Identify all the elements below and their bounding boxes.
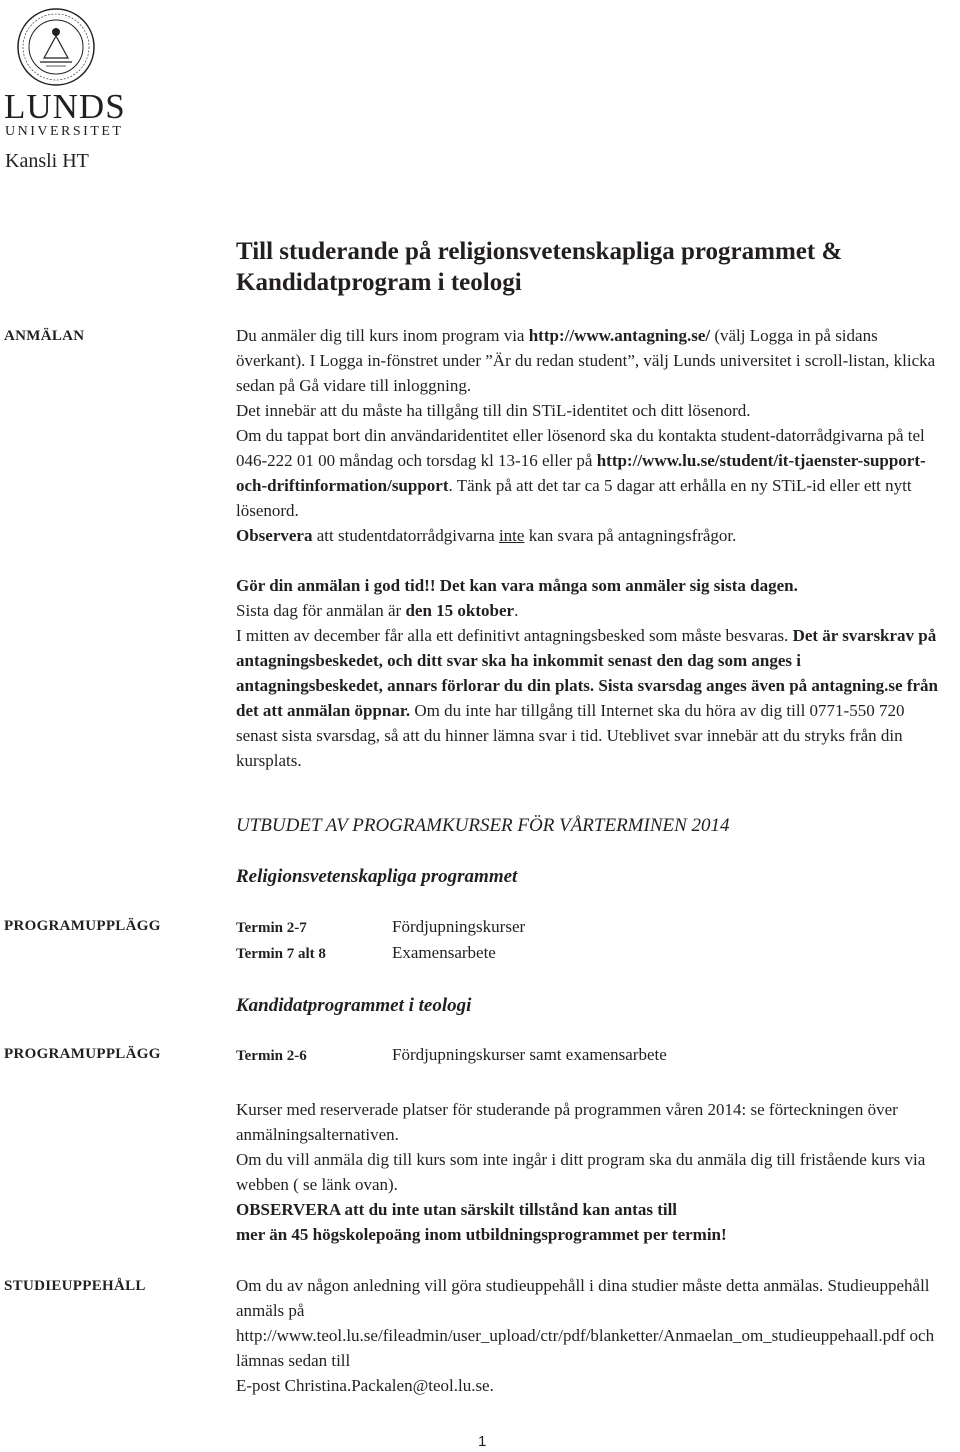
section-label-programupplagg-1: PROGRAMUPPLÄGG bbox=[4, 918, 161, 934]
section-label-programupplagg-2: PROGRAMUPPLÄGG bbox=[4, 1046, 161, 1062]
anmalan-paragraph-7 bbox=[236, 623, 948, 773]
antagning-link[interactable]: http://www.antagning.se/ bbox=[528, 326, 711, 345]
anmalan-paragraph-4 bbox=[236, 523, 948, 548]
text: I mitten av december får alla ett definitivt antagningsbesked som måste besvaras. bbox=[236, 626, 793, 645]
support-link[interactable]: http://www.lu.se/student/it-tjaenster-support-och-driftinformation/support bbox=[236, 451, 926, 495]
info-paragraph-1: Kurser med reserverade platser för studerande på programmen våren 2014: se förteckningen över anmälningsalternativen. bbox=[236, 1100, 898, 1144]
logo-subtitle: UNIVERSITET bbox=[5, 124, 124, 139]
section-label-studieuppehall: STUDIEUPPEHÅLL bbox=[4, 1278, 146, 1294]
section-label-anmalan: ANMÄLAN bbox=[4, 328, 85, 344]
program-1-name: Religionsvetenskapliga programmet bbox=[236, 866, 518, 887]
logo-wordmark: LUNDS bbox=[4, 87, 126, 126]
info-observera-line-1: OBSERVERA att du inte utan särskilt tillstånd kan antas till bbox=[236, 1200, 678, 1219]
utbud-heading: UTBUDET AV PROGRAMKURSER FÖR VÅRTERMINEN 2014 bbox=[236, 815, 730, 836]
term-label: Termin 2-7 bbox=[236, 920, 307, 936]
text: . Tänk på att det tar ca 5 dagar att erhålla en ny STiL-id eller ett nytt lösenord. bbox=[236, 476, 912, 520]
studieuppehall-paragraph bbox=[236, 1273, 948, 1373]
text: Sista dag för anmälan är bbox=[236, 601, 406, 620]
page-title bbox=[236, 236, 936, 298]
text: och lämnas sedan till bbox=[236, 1326, 935, 1370]
term-content: Fördjupningskurser bbox=[392, 917, 526, 936]
anmalan-paragraph-5: Gör din anmälan i god tid!! Det kan vara många som anmäler sig sista dagen. bbox=[236, 576, 798, 595]
university-seal-icon bbox=[6, 6, 106, 88]
text: kan svara på antagningsfrågor. bbox=[524, 526, 737, 545]
anmalan-paragraph-1 bbox=[236, 323, 948, 398]
term-content: Fördjupningskurser samt examensarbete bbox=[392, 1045, 667, 1064]
page-number: 1 bbox=[478, 1433, 487, 1450]
term-label: Termin 2-6 bbox=[236, 1048, 307, 1064]
info-observera-line-2: mer än 45 högskolepoäng inom utbildningsprogrammet per termin! bbox=[236, 1225, 727, 1244]
text: Observera bbox=[236, 526, 313, 545]
text: inte bbox=[498, 526, 525, 545]
studieuppehall-form-link[interactable]: http://www.teol.lu.se/fileadmin/user_upload/ctr/pdf/blanketter/Anmaelan_om_studieuppehaall.pdf bbox=[236, 1326, 906, 1345]
deadline: den 15 oktober bbox=[405, 601, 515, 620]
utbud-info bbox=[236, 1097, 948, 1247]
anmalan-paragraph-6 bbox=[236, 598, 948, 623]
term-content: Examensarbete bbox=[392, 943, 496, 962]
anmalan-body bbox=[236, 323, 948, 773]
anmalan-paragraph-3 bbox=[236, 423, 948, 523]
text: Om du av någon anledning vill göra studieuppehåll i dina studier måste detta anmälas. Studieuppehåll anmäls på bbox=[236, 1276, 930, 1320]
text: Om du inte har tillgång till Internet ska du höra av dig till 0771-550 720 senast sista svarsdag, så att du hinner lämna svar i tid. Uteblivet svar innebär att du stryks från din kursplats. bbox=[236, 701, 905, 770]
title-line-2: Kandidatprogram i teologi bbox=[236, 269, 522, 296]
text: Det är svarskrav på antagningsbeskedet, och ditt svar ska ha inkommit senast den dag som anges i antagningsbeskedet, annars förlorar du din plats. Sista svarsdag anges även på antagning.se från det att anmälan öppnar. bbox=[236, 626, 938, 720]
studieuppehall-email: E-post Christina.Packalen@teol.lu.se. bbox=[236, 1376, 494, 1395]
department-name: Kansli HT bbox=[5, 150, 89, 172]
program-2-name: Kandidatprogrammet i teologi bbox=[236, 995, 472, 1016]
text: (välj Logga in på sidans överkant). I Logga in-fönstret under ”Är du redan student”, välj Lunds universitet i scroll-listan, klicka sedan på Gå vidare till inloggning. bbox=[236, 326, 936, 395]
text: Om du tappat bort din användaridentitet eller lösenord ska du kontakta student-datorrådgivarna på tel 046-222 01 00 måndag och torsdag kl 13-16 eller på bbox=[236, 426, 925, 470]
term-label: Termin 7 alt 8 bbox=[236, 946, 326, 962]
text: Du anmäler dig till kurs inom program via bbox=[236, 326, 529, 345]
text: . bbox=[514, 601, 519, 620]
title-line-1: Till studerande på religionsvetenskapliga programmet & bbox=[236, 238, 843, 265]
text: att studentdatorrådgivarna bbox=[312, 526, 499, 545]
anmalan-paragraph-2: Det innebär att du måste ha tillgång till din STiL-identitet och ditt lösenord. bbox=[236, 401, 751, 420]
info-paragraph-2: Om du vill anmäla dig till kurs som inte ingår i ditt program ska du anmäla dig till fristående kurs via webben ( se länk ovan). bbox=[236, 1150, 926, 1194]
studieuppehall-body bbox=[236, 1273, 948, 1398]
